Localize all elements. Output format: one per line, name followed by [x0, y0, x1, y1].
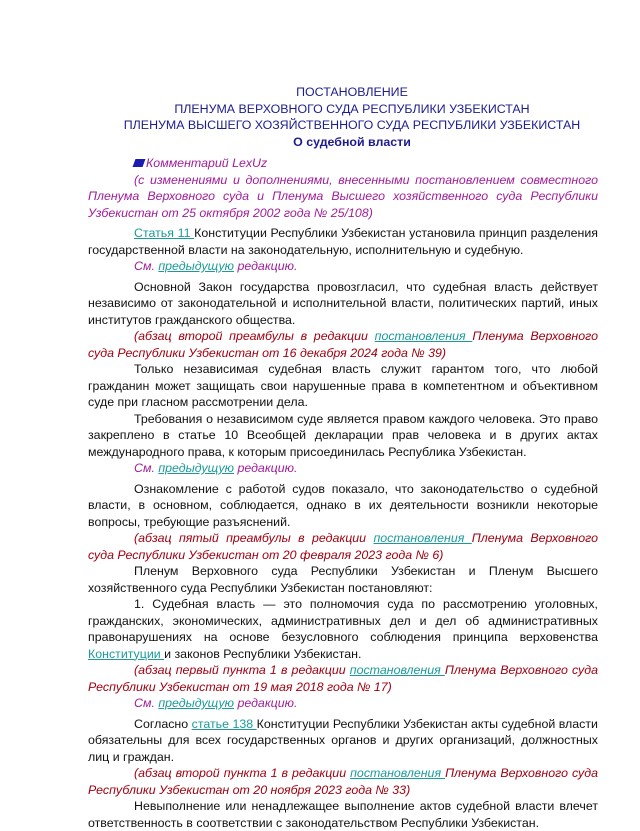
comment-icon	[133, 159, 146, 167]
previous-edition-link[interactable]: предыдущую	[158, 696, 234, 710]
note-text: (абзац второй пункта 1 в редакции	[134, 766, 351, 780]
paragraph: Требования о независимом суде является правом каждого человека. Это право закреплено в статье 10 Всеобщей декларации прав человека и в других актах международного права, к которым присоединилась Республика Узбекистан.	[88, 411, 598, 459]
see-previous	[88, 460, 598, 477]
note-text: (абзац первый пункта 1 в редакции	[134, 663, 350, 677]
previous-edition-link[interactable]: предыдущую	[158, 461, 234, 475]
paragraph: Пленум Верховного суда Республики Узбекистан и Пленум Высшего хозяйственного суда Республики Узбекистан постановляют:	[88, 564, 598, 595]
see-text: См.	[134, 696, 159, 710]
title-line: ПЛЕНУМА ВЫСШЕГО ХОЗЯЙСТВЕННОГО СУДА РЕСПУБЛИКИ УЗБЕКИСТАН	[123, 118, 581, 132]
edit-note	[88, 530, 598, 563]
see-text: См.	[134, 259, 159, 273]
constitution-link[interactable]: Конституции	[88, 646, 165, 661]
see-previous	[88, 258, 598, 275]
lexuz-comment-link[interactable]	[88, 155, 598, 172]
paragraph	[88, 225, 598, 258]
note-text: Пленума Верховного суда Республики Узбекистан от 16 декабря 2024 года № 39)	[88, 329, 598, 360]
title-line: ПОСТАНОВЛЕНИЕ	[296, 85, 408, 99]
see-text: См.	[134, 461, 159, 475]
paragraph-text: и законов Республики Узбекистан.	[164, 646, 362, 661]
paragraph-text: Конституции Республики Узбекистан акты судебной власти обязательны для всех государственных органов и других организаций, должностных лиц и граждан.	[88, 716, 598, 764]
resolution-link[interactable]: постановления	[350, 766, 446, 780]
see-text: редакцию.	[234, 696, 298, 710]
edit-note	[88, 765, 598, 798]
previous-edition-link[interactable]: предыдущую	[158, 259, 234, 273]
comment-label: Комментарий LexUz	[146, 156, 268, 170]
note-text: Пленума Верховного суда Республики Узбекистан от 20 ноября 2023 года № 33)	[88, 766, 598, 797]
note-text: Пленума Верховного суда Республики Узбекистан от 20 февраля 2023 года № 6)	[88, 531, 598, 562]
paragraph	[88, 596, 598, 662]
note-text: (абзац пятый преамбулы в редакции	[134, 531, 374, 545]
note-text: Пленума Верховного суда Республики Узбекистан от 19 мая 2018 года № 17)	[88, 663, 598, 694]
paragraph-text: 1. Судебная власть — это полномочия суда по рассмотрению уголовных, гражданских, экономических, административных дел и дел об административных правонарушениях на основе безусловного соблюдения принципа верховенства	[88, 597, 598, 644]
document-page	[88, 84, 598, 831]
paragraph: Только независимая судебная власть служит гарантом того, что любой гражданин может защищать свои нарушенные права в компетентном и объективном суде при гласном рассмотрении дела.	[88, 362, 598, 409]
note-text: (абзац второй преамбулы в редакции	[134, 329, 375, 343]
paragraph-text: Согласно	[134, 716, 192, 731]
paragraph	[88, 716, 598, 766]
paragraph: Невыполнение или ненадлежащее выполнение актов судебной власти влечет ответственность в соответствии с законодательством Республики Узбекистан.	[88, 799, 598, 830]
resolution-link[interactable]: постановления	[349, 663, 445, 677]
document-subject: О судебной власти	[293, 134, 411, 149]
see-previous	[88, 695, 598, 712]
article-11-link[interactable]: Статья 11	[134, 226, 195, 240]
document-title	[88, 84, 598, 150]
paragraph: Ознакомление с работой судов показало, что законодательство о судебной власти, в основном, соблюдается, однако в их деятельности возникли некоторые вопросы, требующие разъяснений.	[88, 481, 598, 529]
resolution-link[interactable]: постановления	[373, 531, 472, 545]
see-text: редакцию.	[234, 259, 298, 273]
paragraph: Основной Закон государства провозгласил, что судебная власть действует независимо от законодательной и исполнительной власти, политических партий, иных институтов гражданского общества.	[88, 279, 598, 327]
title-line: ПЛЕНУМА ВЕРХОВНОГО СУДА РЕСПУБЛИКИ УЗБЕКИСТАН	[174, 101, 530, 116]
see-text: редакцию.	[234, 461, 298, 475]
paragraph-text: Конституции Республики Узбекистан установила принцип разделения государственной власти на законодательную, исполнительную и судебную.	[88, 226, 598, 257]
article-138-link[interactable]: статье 138	[191, 716, 257, 731]
resolution-link[interactable]: постановления	[374, 329, 473, 343]
edit-note	[88, 662, 598, 695]
edit-note	[88, 328, 598, 361]
amendments-note: (с изменениями и дополнениями, внесенными постановлением совместного Пленума Верховного суда и Пленума Высшего хозяйственного суда Республики Узбекистан от 25 октября 2002 года № 25/108)	[88, 172, 598, 220]
